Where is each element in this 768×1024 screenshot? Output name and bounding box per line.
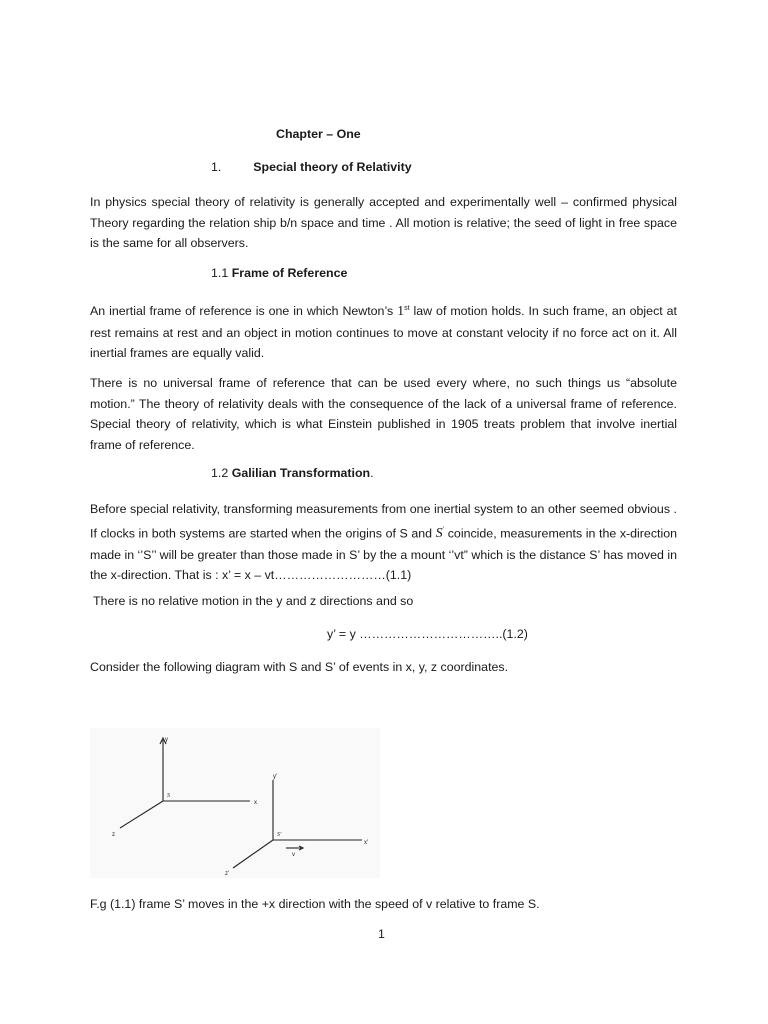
s-z-label: z bbox=[112, 832, 115, 838]
s-y-label: y bbox=[165, 737, 168, 743]
paragraph-inertial-frame bbox=[90, 299, 677, 364]
s-prime-origin-label: S' bbox=[277, 832, 282, 838]
section-heading-1-1 bbox=[211, 266, 347, 280]
text-before: Before special relativity, transforming measurements from one inertial system to an other seemed obvious . If clocks in both systems are started when the origins of S and bbox=[90, 502, 677, 541]
s-prime-x-label: x' bbox=[364, 840, 369, 846]
section-number: 1.2 bbox=[211, 466, 229, 480]
section-title: Frame of Reference bbox=[231, 266, 348, 280]
paragraph-galilean bbox=[90, 499, 677, 586]
text-before: An inertial frame of reference is one in which Newton’s bbox=[90, 304, 398, 319]
section-heading-1 bbox=[211, 160, 412, 174]
ordinal-superscript: st bbox=[404, 305, 410, 312]
frames-diagram bbox=[90, 728, 380, 878]
paragraph-universal-frame: There is no universal frame of reference that can be used every where, no such things us “absolute motion.” The theory of relativity deals with the consequence of the lack of a universal frame of reference. Special theory of relativity, which is what Einstein published in 1905 treats problem that involve inertial frame of reference. bbox=[90, 376, 677, 452]
section-title: Special theory of Relativity bbox=[253, 160, 412, 174]
symbol-s-prime: S' bbox=[435, 525, 445, 542]
text-after: coincide, measurements in the x-direction made in ‘’S’’ will be greater than those made in S’ by the a mount ‘’vt” which is the distance S’ has moved in the x-direction. That is : x’ = x – vt………………………(1.1) bbox=[90, 526, 677, 583]
section-number: 1.1 bbox=[211, 266, 229, 280]
section-heading-1-2 bbox=[211, 466, 374, 480]
velocity-label: v bbox=[292, 852, 295, 858]
s-prime-z-label: z' bbox=[225, 871, 230, 877]
section-title-suffix: . bbox=[370, 466, 374, 480]
s-x-label: x bbox=[254, 800, 257, 806]
paragraph-intro: In physics special theory of relativity is generally accepted and experimentally well – confirmed physical Theory regarding the relation ship b/n space and time . All motion is relative; the seed of light in free space is the same for all observers. bbox=[90, 195, 677, 250]
paragraph-consider-diagram: Consider the following diagram with S and S’ of events in x, y, z coordinates. bbox=[90, 660, 509, 674]
text-after: law of motion holds. In such frame, an object at rest remains at rest and an object in motion continues to move at constant velocity if no force act on it. All inertial frames are equally valid. bbox=[90, 304, 677, 361]
section-title: Galilian Transformation bbox=[231, 466, 371, 480]
chapter-title: Chapter – One bbox=[276, 127, 361, 141]
s-origin-label: S bbox=[167, 793, 170, 799]
diagram-background bbox=[90, 728, 380, 878]
s-prime-y-label: y' bbox=[273, 774, 278, 780]
paragraph-no-relative-motion: There is no relative motion in the y and z directions and so bbox=[93, 594, 414, 608]
equation-1-2: y’ = y ……………………………..(1.2) bbox=[327, 627, 528, 641]
ordinal-number: 1 bbox=[397, 304, 405, 320]
section-number: 1. bbox=[211, 160, 222, 174]
figure-caption: F.g (1.1) frame S’ moves in the +x direction with the speed of v relative to frame S. bbox=[90, 897, 540, 911]
page-number: 1 bbox=[378, 927, 385, 941]
